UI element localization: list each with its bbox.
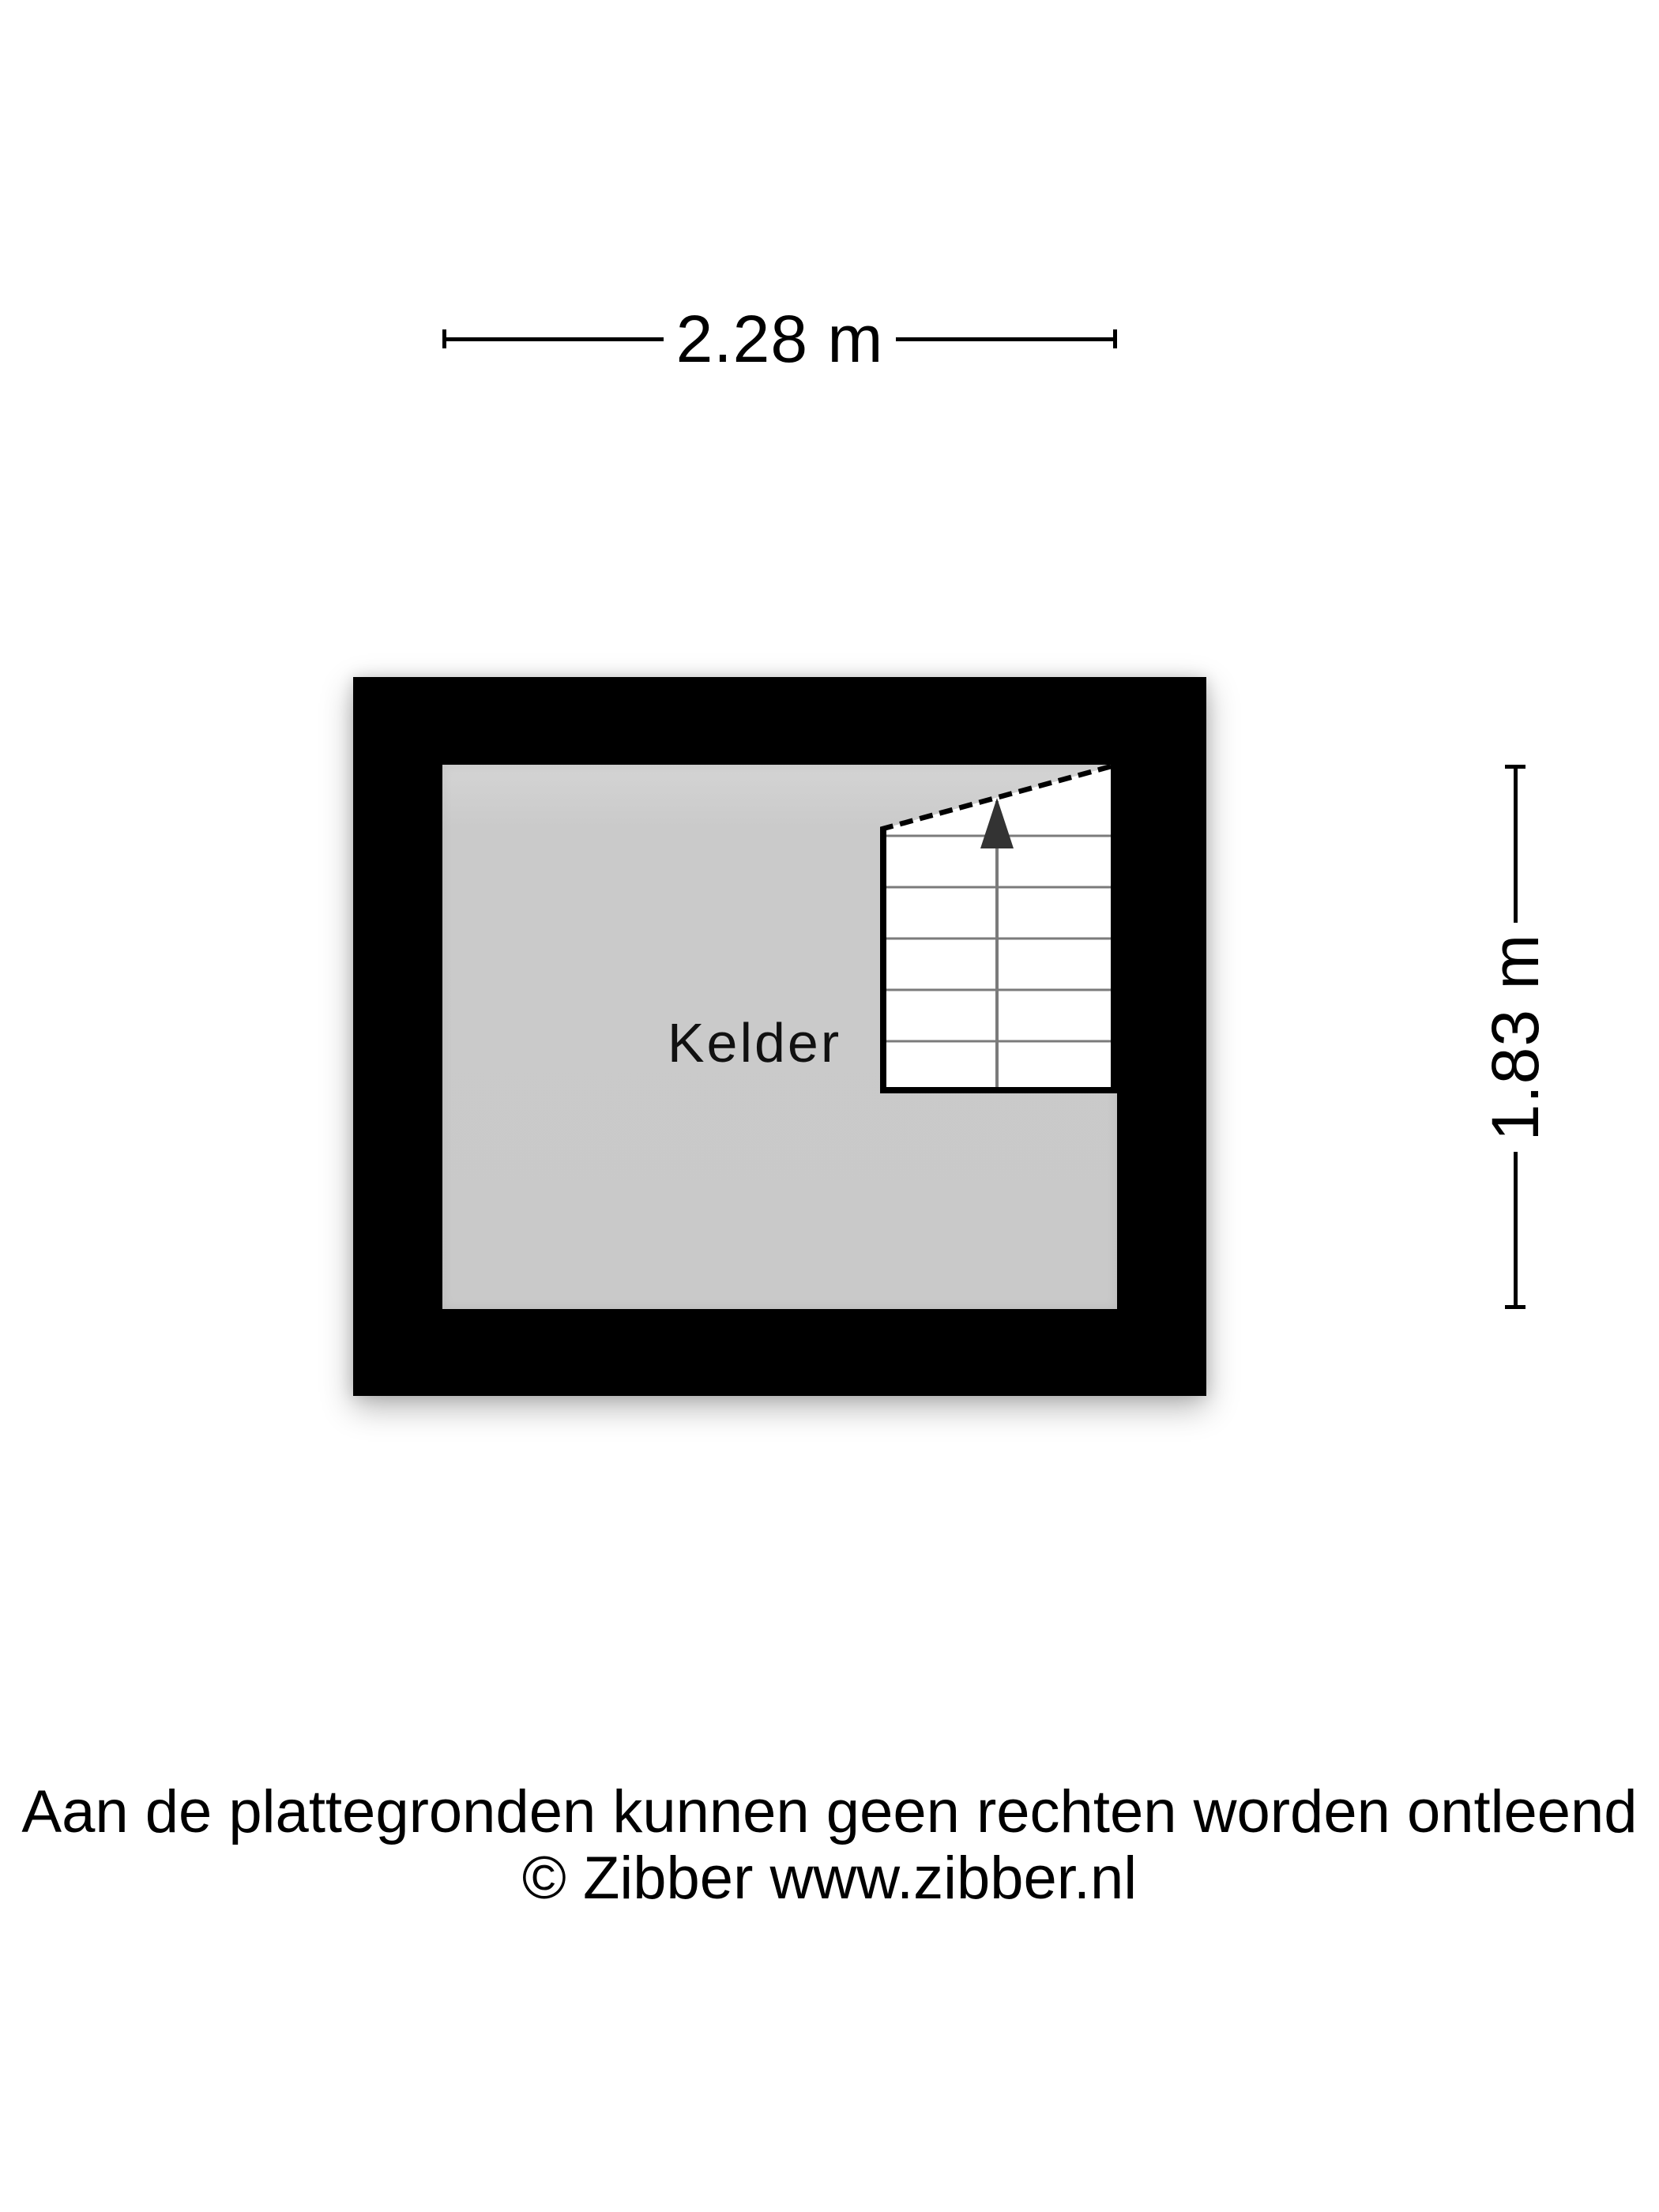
dimension-line-bottom-segment bbox=[1514, 1152, 1518, 1306]
staircase bbox=[880, 765, 1117, 1093]
dimension-line-right-segment bbox=[896, 337, 1113, 341]
footer bbox=[0, 1779, 1659, 1912]
kelder-room-floor bbox=[442, 765, 1117, 1309]
dimension-line-top-segment bbox=[1514, 769, 1518, 923]
copyright-text: © Zibber www.zibber.nl bbox=[521, 1845, 1138, 1912]
dimension-height-labelbox bbox=[1480, 923, 1551, 1152]
dimension-tick-right bbox=[1113, 329, 1117, 348]
dimension-width bbox=[442, 303, 1117, 374]
dimension-height bbox=[1480, 765, 1551, 1309]
disclaimer-text: Aan de plattegronden kunnen geen rechten worden ontleend bbox=[21, 1778, 1638, 1845]
dimension-tick-bottom bbox=[1505, 1305, 1525, 1309]
room-label: Kelder bbox=[667, 1012, 842, 1074]
kelder-outer-walls bbox=[353, 677, 1206, 1396]
dimension-height-label: 1.83 m bbox=[1478, 933, 1552, 1141]
dimension-width-label: 2.28 m bbox=[675, 302, 884, 376]
dimension-line-left-segment bbox=[446, 337, 664, 341]
